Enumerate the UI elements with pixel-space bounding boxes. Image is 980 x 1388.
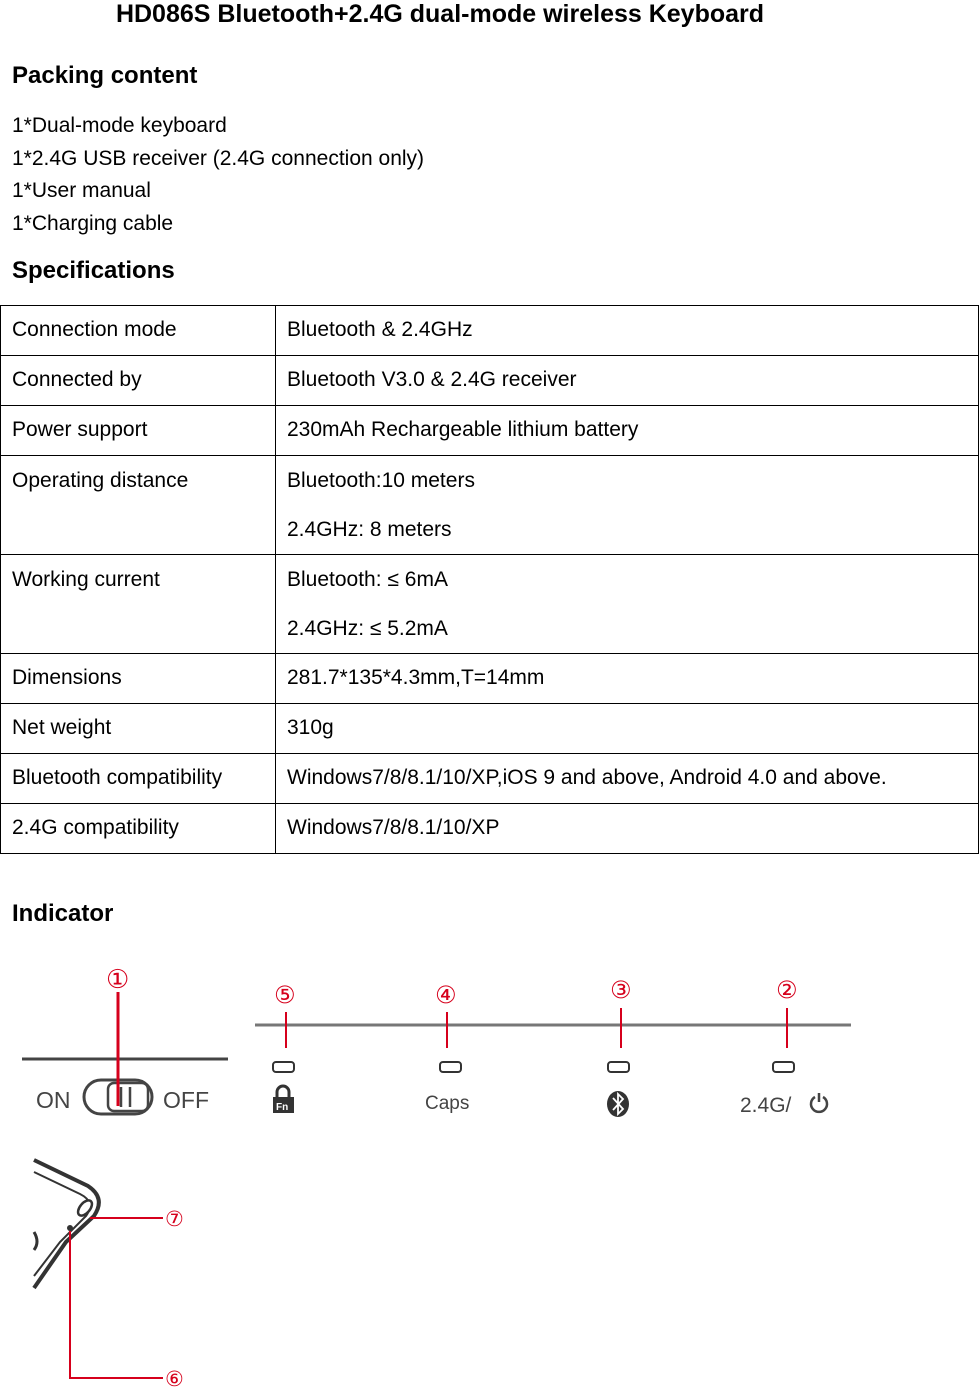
indicator-hole — [67, 1225, 73, 1231]
packing-item: 1*2.4G USB receiver (2.4G connection only) — [12, 146, 425, 170]
callout-7: ⑦ — [165, 1208, 184, 1231]
spec-value: Bluetooth & 2.4GHz — [276, 306, 979, 356]
table-row — [1, 654, 979, 704]
callout-6: ⑥ — [165, 1368, 184, 1388]
callout-4: ④ — [435, 982, 457, 1009]
spec-label: Power support — [1, 406, 276, 456]
document-title: HD086S Bluetooth+2.4G dual-mode wireless Keyboard — [115, 0, 765, 28]
table-row — [1, 704, 979, 754]
keyboard-side-inner — [34, 1172, 90, 1276]
indicator-heading: Indicator — [12, 900, 114, 927]
packing-list — [12, 110, 424, 240]
spec-label: Operating distance — [1, 456, 276, 555]
callout-2: ② — [776, 977, 798, 1004]
charging-port — [75, 1198, 94, 1218]
specifications-heading: Specifications — [12, 257, 175, 284]
spec-label: Net weight — [1, 704, 276, 754]
spec-label: Dimensions — [1, 654, 276, 704]
indicator-diagram — [0, 950, 980, 1388]
spec-label: Connection mode — [1, 306, 276, 356]
table-row — [1, 356, 979, 406]
power-switch-knob — [108, 1083, 148, 1111]
switch-off-label: OFF — [163, 1087, 209, 1113]
spec-value: Bluetooth:10 meters — [287, 469, 475, 492]
led-caps — [440, 1062, 461, 1072]
led-2-4g — [773, 1062, 794, 1072]
spec-value: Windows7/8/8.1/10/XP — [276, 804, 979, 854]
packing-item: 1*Charging cable — [12, 211, 174, 235]
callout-line-6 — [70, 1231, 163, 1378]
callout-3: ③ — [610, 977, 632, 1004]
led-fn — [273, 1062, 294, 1072]
keyboard-side-profile — [34, 1160, 99, 1288]
packing-heading: Packing content — [12, 62, 198, 89]
table-row — [1, 804, 979, 854]
table-row — [1, 754, 979, 804]
caps-label: Caps — [425, 1093, 470, 1114]
spec-label: Connected by — [1, 356, 276, 406]
table-row — [1, 456, 979, 555]
callout-5: ⑤ — [274, 982, 296, 1009]
fn-label: Fn — [276, 1102, 289, 1113]
spec-label: Bluetooth compatibility — [1, 754, 276, 804]
spec-value: Bluetooth V3.0 & 2.4G receiver — [276, 356, 979, 406]
table-row — [1, 555, 979, 654]
spec-value: 2.4GHz: ≤ 5.2mA — [287, 617, 448, 640]
spec-value-multiline — [276, 456, 979, 555]
switch-on-label: ON — [36, 1087, 71, 1113]
specifications-table — [0, 305, 979, 854]
led-bluetooth — [608, 1062, 629, 1072]
spec-value: 230mAh Rechargeable lithium battery — [276, 406, 979, 456]
spec-value: Windows7/8/8.1/10/XP,iOS 9 and above, Android 4.0 and above. — [276, 754, 979, 804]
mode-label: 2.4G/ — [740, 1094, 792, 1117]
spec-value: Bluetooth: ≤ 6mA — [287, 568, 448, 591]
packing-item: 1*Dual-mode keyboard — [12, 114, 227, 137]
spec-label: 2.4G compatibility — [1, 804, 276, 854]
spec-value: 310g — [276, 704, 979, 754]
spec-value: 2.4GHz: 8 meters — [287, 518, 452, 541]
table-row — [1, 406, 979, 456]
packing-item: 1*User manual — [12, 179, 151, 202]
callout-1: ① — [106, 964, 130, 994]
table-row — [1, 306, 979, 356]
spec-label: Working current — [1, 555, 276, 654]
spec-value: 281.7*135*4.3mm,T=14mm — [276, 654, 979, 704]
spec-value-multiline — [276, 555, 979, 654]
keyboard-foot — [34, 1232, 37, 1250]
